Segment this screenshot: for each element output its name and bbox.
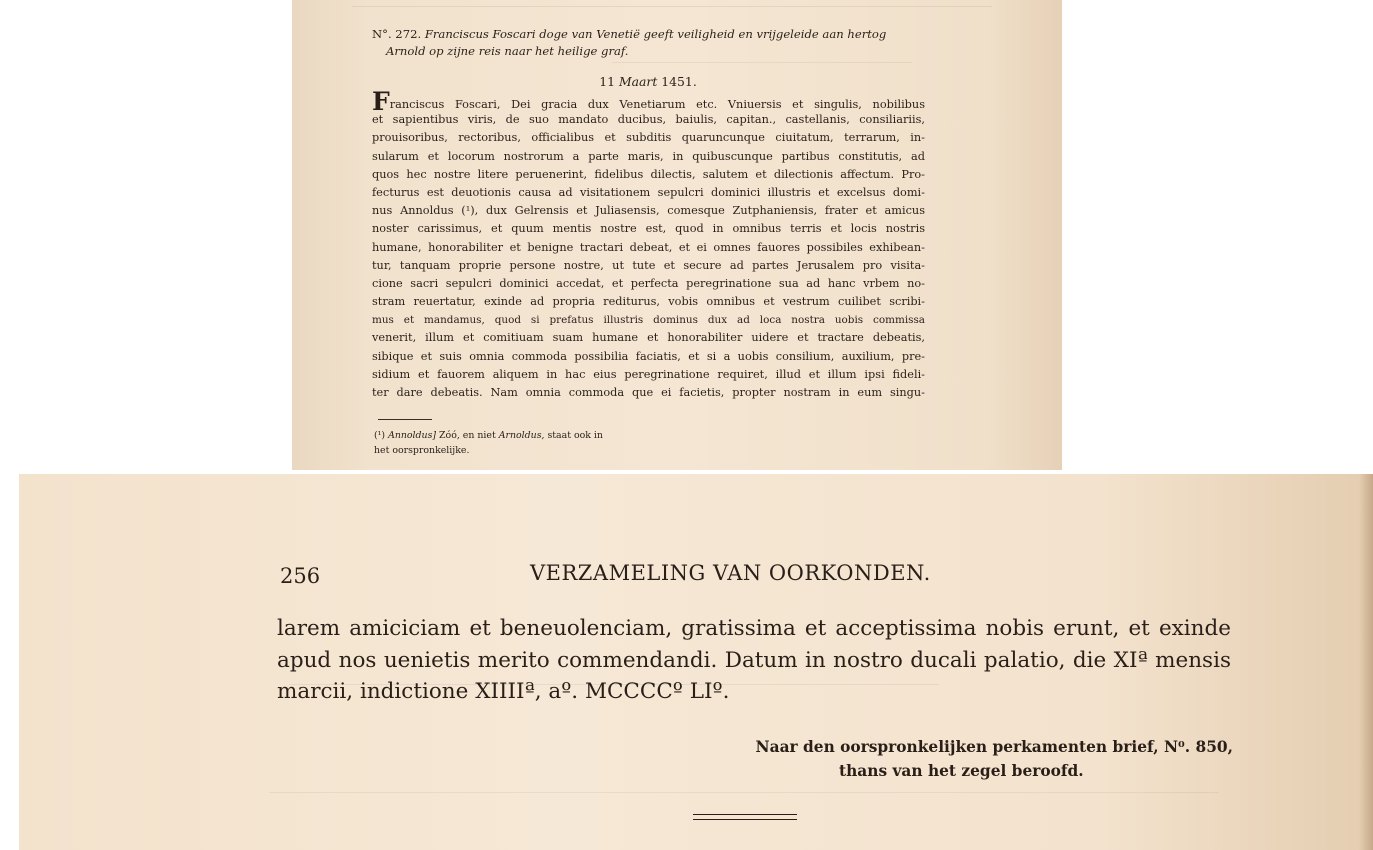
body-line: prouisoribus, rectoribus, officialibus et subditis quaruncunque ciuitatum, terrarum, in-	[372, 131, 925, 145]
source-note-line1: Naar den oorspronkelijken perkamenten brief, N⁰. 850,	[755, 738, 1233, 756]
body-line: noster carissimus, et quum mentis nostre est, quod in omnibus terris et locis nostris	[372, 222, 925, 236]
body-line: sidium et fauorem aliquem in hac eius peregrinatione requiret, illud et illum ipsi fideli-	[372, 367, 925, 381]
footnote	[374, 428, 674, 458]
body-line: sularum et locorum nostrorum a parte maris, in quibuscunque partibus constitutis, ad	[372, 149, 925, 163]
footnote-ref: Annoldus]	[388, 430, 437, 441]
footnote-line1	[374, 428, 674, 443]
running-head: VERZAMELING VAN OORKONDEN.	[530, 561, 931, 585]
footnote-text-a: Zóó, en niet	[439, 430, 496, 441]
page-number: 256	[280, 564, 321, 588]
top-page-scan	[292, 0, 1062, 470]
continuation-line: marcii, indictione XIIIIª, aº. MCCCCº LIº.	[277, 679, 730, 704]
drop-cap: F	[372, 87, 390, 116]
body-line: mus et mandamus, quod si prefatus illustris dominus dux ad loca nostra uobis commissa	[372, 314, 925, 327]
continuation-line: larem amiciciam et beneuolenciam, gratissima et acceptissima nobis erunt, et exinde	[277, 616, 1231, 641]
footnote-line2: het oorspronkelijke.	[374, 445, 470, 456]
date-year: 1451.	[661, 74, 697, 89]
body-line: sibique et suis omnia commoda possibilia faciatis, et si a uobis consilium, auxilium, pre-	[372, 349, 925, 363]
body-line: Franciscus Foscari, Dei gracia dux Venetiarum etc. Vniuersis et singulis, nobilibus	[372, 87, 925, 116]
footnote-marker: (¹)	[374, 430, 386, 441]
document-number: N°. 272.	[372, 27, 422, 41]
body-line: quos hec nostre litere peruenerint, fidelibus dilectis, salutem et dilectionis affectum. Pro-	[372, 167, 925, 181]
body-line: nus Annoldus (¹), dux Gelrensis et Juliasensis, comesque Zutphaniensis, frater et amicus	[372, 204, 925, 218]
body-line: tur, tanquam proprie persone nostre, ut tute et secure ad partes Jerusalem pro visita-	[372, 258, 925, 272]
end-double-rule	[693, 814, 797, 820]
body-line: venerit, illum et comitiuam suam humane et honorabiliter uidere et tractare debeatis,	[372, 331, 925, 345]
footnote-text-b: , staat ook in	[541, 430, 603, 441]
date-month: Maart	[618, 74, 658, 89]
source-note	[733, 735, 1233, 783]
bottom-page-scan	[19, 474, 1373, 850]
continuation-line: apud nos uenietis merito commendandi. Datum in nostro ducali palatio, die XIª mensis	[277, 647, 1231, 673]
source-note-line2: thans van het zegel beroofd.	[839, 762, 1084, 780]
document-title-line2: Arnold op zijne reis naar het heilige graf.	[386, 44, 629, 58]
body-line: cione sacri sepulcri dominici accedat, et perfecta peregrinatione sua ad hanc vrbem no-	[372, 276, 925, 290]
document-heading	[372, 26, 932, 60]
footnote-text-em: Arnoldus	[498, 430, 542, 441]
document-date	[372, 74, 924, 89]
body-line: humane, honorabiliter et benigne tractari debeat, et ei omnes fauores possibiles exhibean-	[372, 240, 925, 254]
body-line: stram reuertatur, exinde ad propria rediturus, vobis omnibus et vestrum cuilibet scribi-	[372, 295, 925, 309]
bleed-through-texture	[269, 792, 1219, 807]
date-day: 11	[599, 74, 615, 89]
bleed-through-texture	[612, 62, 912, 71]
body-line: fecturus est deuotionis causa ad visitationem sepulcri dominici illustris et excelsus domi-	[372, 185, 925, 199]
footnote-divider	[378, 419, 432, 420]
body-line: et sapientibus viris, de suo mandato ducibus, baiulis, capitan., castellanis, consiliariis,	[372, 113, 925, 127]
charter-continuation	[277, 613, 1231, 708]
bleed-through-texture	[352, 6, 992, 17]
body-line: ter dare debeatis. Nam omnia commoda que ei facietis, propter nostram in eum singu-	[372, 386, 925, 399]
charter-body	[372, 87, 925, 402]
document-title-line1: Franciscus Foscari doge van Venetië geeft veiligheid en vrijgeleide aan hertog	[424, 27, 887, 41]
